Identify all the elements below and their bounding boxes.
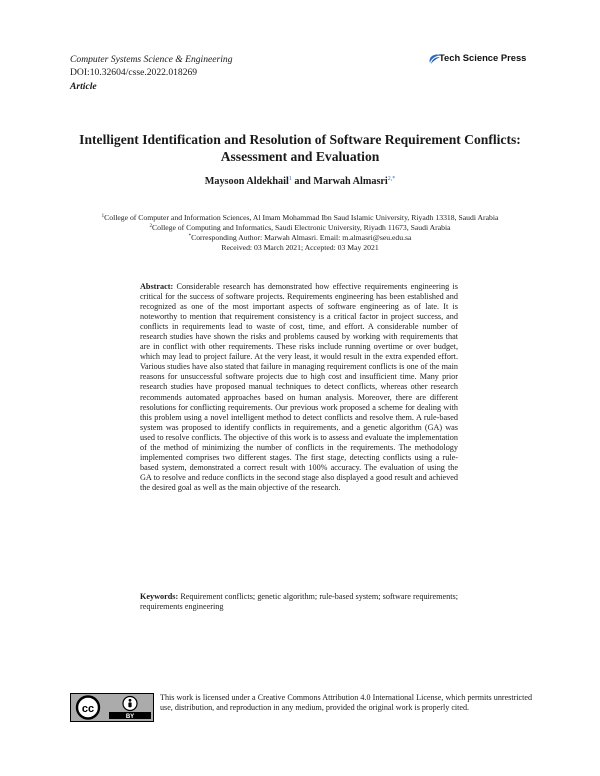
license-notice: This work is licensed under a Creative Commons Attribution 4.0 International License, which permits unrestricted use, distribution, and reproduction in any medium, provided the original work is properly cited. bbox=[160, 693, 532, 713]
publisher-logo bbox=[428, 52, 534, 66]
abstract-text: Considerable research has demonstrated how effective requirements engineering is critical for the success of software projects. Requirements engineering has been established and recognized as one of the most important aspects of software engineering as of late. It is noteworthy to mention that requirement consistency is a critical factor in project success, and conflicts in requirements lead to waste of cost, time, and effort. A considerable number of research studies have shown the risks and problems caused by working with requirements that are in conflict with other requirements. These risks include running overtime or over budget, which may lead to project failure. At the very least, it would result in the extra expended effort. Various studies have also stated that failure in managing requirement conflicts is one of the main reasons for unsuccessful software projects due to high cost and insufficient time. Many prior research studies have proposed manual techniques to detect conflicts, whereas other research recommends automated approaches based on human analysis. Moreover, there are different resolutions for conflicting requirements. Our previous work proposed a scheme for dealing with this problem using a novel intelligent method to detect conflicts and resolve them. A rule-based system was proposed to identify conflicts in requirements, and a genetic algorithm (GA) was used to resolve conflicts. The objective of this work is to assess and evaluate the implementation of the method of minimizing the number of conflicts in the requirements. The methodology implemented comprises two different stages. The first stage, detecting conflicts using a rule-based system, demonstrated a correct result with 100% accuracy. The evaluation of using the GA to resolve and reduce conflicts in the second stage also displayed a good result and achieved the desired goal as well as the main objective of the research. bbox=[140, 282, 458, 492]
cc-by-license-badge[interactable] bbox=[70, 693, 154, 722]
article-type: Article bbox=[70, 81, 97, 92]
author-affil-sup[interactable]: 1 bbox=[288, 176, 292, 182]
doi: DOI:10.32604/csse.2022.018269 bbox=[70, 67, 198, 78]
corresponding-text: Corresponding Author: Marwah Almasri. Email: m.almasri@seu.edu.sa bbox=[191, 233, 412, 242]
publisher-name: Tech Science Press bbox=[439, 52, 527, 63]
author-name: Maysoon Aldekhail bbox=[204, 176, 289, 187]
affiliation-text: College of Computer and Information Sciences, Al Imam Mohammad Ibn Saud Islamic University, Riyadh 13318, Saudi Arabia bbox=[104, 213, 499, 222]
svg-text:cc: cc bbox=[81, 702, 95, 715]
title-line-2: Assessment and Evaluation bbox=[220, 149, 380, 164]
received-accepted-dates: Received: 03 March 2021; Accepted: 03 May 2021 bbox=[221, 243, 379, 252]
affiliation-text: College of Computing and Informatics, Saudi Electronic University, Riyadh 11673, Saudi Arabia bbox=[151, 223, 451, 232]
corresponding-author bbox=[40, 232, 560, 243]
abstract-label: Abstract: bbox=[140, 282, 174, 291]
title-line-1: Intelligent Identification and Resolution of Software Requirement Conflicts: bbox=[79, 132, 521, 147]
cc-badge-graphic bbox=[71, 694, 153, 721]
author-and: and bbox=[294, 176, 311, 187]
keywords bbox=[140, 592, 458, 612]
author-affil-sup[interactable]: 2,* bbox=[387, 176, 396, 182]
journal-name: Computer Systems Science & Engineering bbox=[70, 54, 233, 65]
affiliation-sup: 1 bbox=[101, 214, 105, 219]
keywords-text: Requirement conflicts; genetic algorithm; rule-based system; software requirements; requirements engineering bbox=[140, 592, 458, 612]
paper-title bbox=[60, 131, 540, 165]
keywords-label: Keywords: bbox=[140, 592, 179, 601]
corresponding-sup: * bbox=[188, 234, 192, 239]
cc-badge-by-text: BY bbox=[125, 714, 135, 720]
author-list bbox=[100, 176, 500, 187]
author-name: Marwah Almasri bbox=[313, 176, 388, 187]
abstract bbox=[140, 282, 458, 493]
affiliation-sup: 2 bbox=[149, 224, 152, 229]
